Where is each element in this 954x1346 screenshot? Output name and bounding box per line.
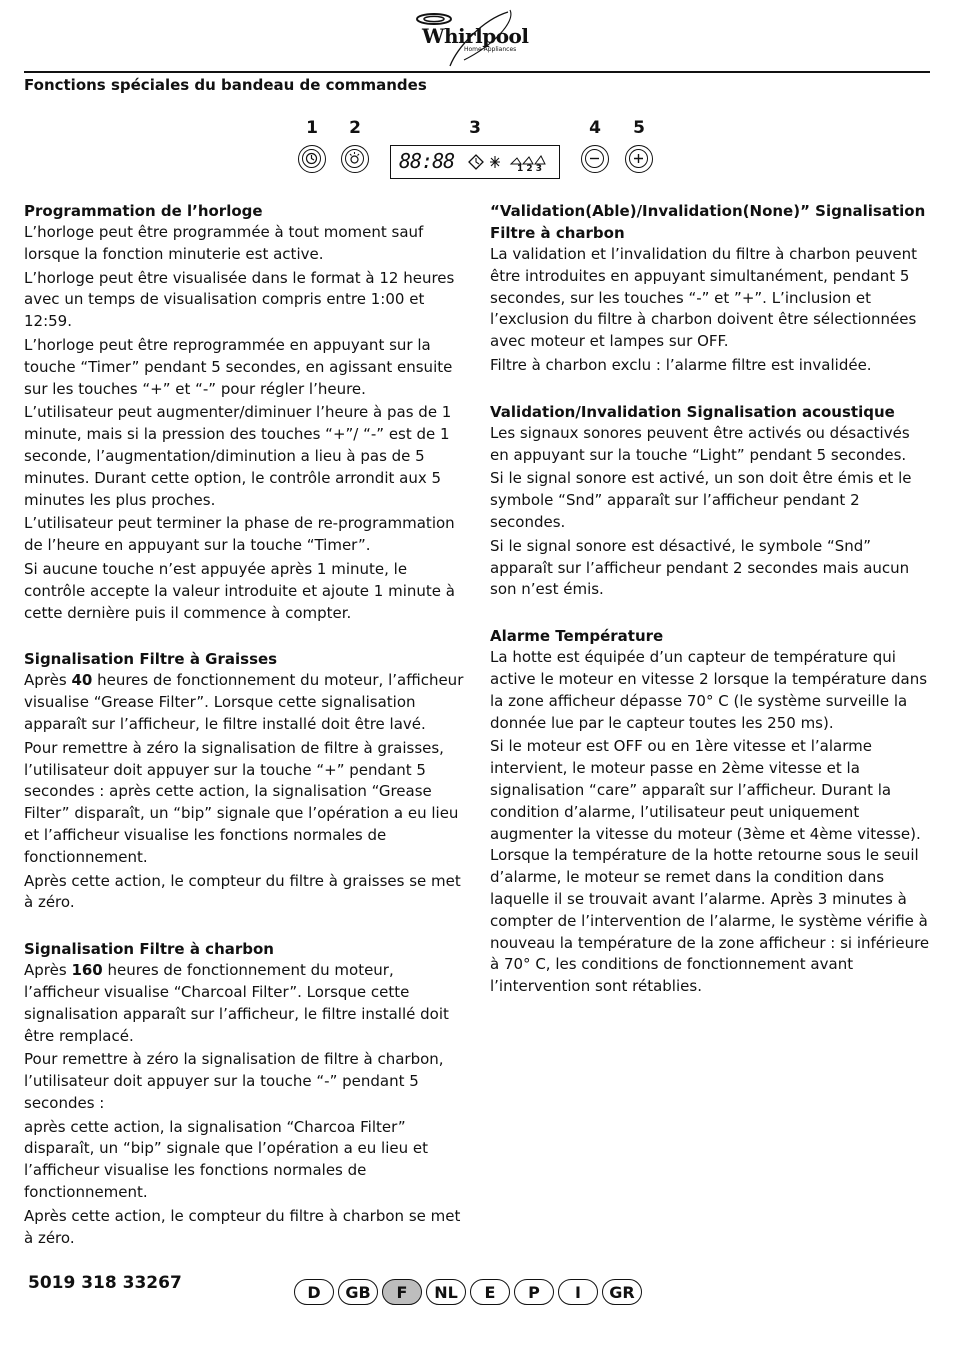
timer-button xyxy=(298,145,326,173)
paragraph: L’utilisateur peut augmenter/diminuer l’heure à pas de 1 minute, mais si la pression des touches “+”/ “-” est de 1 seconde, l’augmentation/diminution a lieu à pas de 5 minutes. Durant cette option, le contrôle arrondit aux 5 minutes les plus proches. xyxy=(24,403,452,509)
lamp-icon xyxy=(345,149,364,168)
paragraph: L’horloge peut être reprogrammée en appuyant sur la touche “Timer” pendant 5 secondes, en agissant ensuite sur les touches “+” et “-” pour régler l’heure. xyxy=(24,335,453,398)
language-badge-e[interactable]: E xyxy=(470,1279,510,1305)
language-badge-f[interactable]: F xyxy=(382,1279,422,1305)
language-badge-d[interactable]: D xyxy=(294,1279,334,1305)
paragraph: La hotte est équipée d’un capteur de température qui active le moteur en vitesse 2 lorsque la température dans la zone afficheur dépasse 70° C (le système surveille la donnée lue par le capteur toutes les 250 ms). xyxy=(490,648,928,732)
panel-number-3: 3 xyxy=(469,118,481,138)
paragraph: Si aucune touche n’est appuyée après 1 minute, le contrôle accepte la valeur introduite et ajoute 1 minute à cette dernière puis il commence à compter. xyxy=(24,559,455,622)
lcd-display xyxy=(390,145,560,179)
paragraph: Pour remettre à zéro la signalisation de filtre à graisses, l’utilisateur doit appuyer sur la touche “+” pendant 5 secondes : après cette action, la signalisation “Grease Filter” disparaît, un “bip” signale que l’opération a eu lieu et l’afficheur visualise les fonctions normales de fonctionnement. xyxy=(24,738,459,866)
display-digits: 88:88 xyxy=(399,149,455,173)
hours-value: 160 xyxy=(71,961,103,980)
paragraph: L’utilisateur peut terminer la phase de re-programmation de l’heure en appuyant sur la touche “Timer”. xyxy=(24,514,455,555)
charcoal-filter-heading: Signalisation Filtre à charbon xyxy=(24,940,274,959)
control-panel-diagram xyxy=(290,118,670,190)
plus-button xyxy=(625,145,653,173)
clock-programming-heading: Programmation de l’horloge xyxy=(24,202,263,220)
paragraph: Après cette action, le compteur du filtre à charbon se met à zéro. xyxy=(24,1206,461,1247)
paragraph: La validation et l’invalidation du filtre à charbon peuvent être introduites en appuyant simultanément, pendant 5 secondes, sur les touches “-” et ”+”. L’inclusion et l’exclusion du filtre à charbon doivent être sélectionnées avec moteur et lampes sur OFF. xyxy=(490,245,917,351)
paragraph: Si le moteur est OFF ou en 1ère vitesse et l’alarme intervient, le moteur passe en 2ème vitesse et la signalisation “care” apparaît sur l’afficheur. Durant la condition d’alarme, l’utilisateur peut uniquement augmenter la vitesse du moteur (3ème et 4ème vitesse). Lorsque la température de la hotte retourne sous le seuil d’alarme, le moteur se remet dans la condition dans laquelle il se trouvait avant l’alarme. Après 3 minutes à compter de l’intervention de l’alarme, le système vérifie à nouveau la température de la zone afficheur : si inférieure à 70° C, les conditions de fonctionnement avant l’intervention sont rétablies. xyxy=(490,737,930,996)
paragraph: L’horloge peut être visualisée dans le format à 12 heures avec un temps de visualisation compris entre 1:00 et 12:59. xyxy=(24,268,455,331)
light-button xyxy=(341,145,369,173)
language-badge-p[interactable]: P xyxy=(514,1279,554,1305)
paragraph: Si le signal sonore est désactivé, le symbole “Snd” apparaît sur l’afficheur pendant 2 secondes mais aucun son n’est émis. xyxy=(490,536,910,599)
panel-number-1: 1 xyxy=(306,118,318,138)
paragraph: Pour remettre à zéro la signalisation de filtre à charbon, l’utilisateur doit appuyer sur la touche “-” pendant 5 secondes : xyxy=(24,1050,444,1112)
grease-filter-heading: Signalisation Filtre à Graisses xyxy=(24,650,278,669)
text-run: heures de fonctionnement du moteur, l’afficheur visualise “Charcoal Filter”. Lorsque cette signalisation apparaît sur l’afficheur, le filtre installé doit être remplacé. xyxy=(24,961,449,1045)
language-badge-gr[interactable]: GR xyxy=(602,1279,642,1305)
text-run: Après xyxy=(24,671,72,690)
hood-filter-icon xyxy=(511,156,545,164)
paragraph: Si le signal sonore est activé, un son doit être émis et le symbole “Snd” apparaît sur l’afficheur pendant 2 secondes. xyxy=(490,469,912,531)
document-code: 5019 318 33267 xyxy=(28,1273,182,1293)
timer-symbol-icon xyxy=(469,155,483,169)
brand-name: Whirlpool xyxy=(422,24,529,48)
plus-icon xyxy=(629,149,648,168)
panel-number-4: 4 xyxy=(589,118,601,138)
language-selector xyxy=(294,1279,642,1305)
paragraph: L’horloge peut être programmée à tout moment sauf lorsque la fonction minuterie est active. xyxy=(24,223,424,263)
page-title: Fonctions spéciales du bandeau de commandes xyxy=(24,76,427,94)
paragraph: Après cette action, le compteur du filtre à graisses se met à zéro. xyxy=(24,871,461,912)
acoustic-signal-heading: Validation/Invalidation Signalisation acoustique xyxy=(490,402,895,421)
paragraph: Les signaux sonores peuvent être activés ou désactivés en appuyant sur la touche “Light” pendant 5 secondes. xyxy=(490,423,910,464)
language-badge-gb[interactable]: GB xyxy=(338,1279,378,1305)
minus-icon xyxy=(585,149,604,168)
panel-number-5: 5 xyxy=(633,118,645,138)
right-column xyxy=(490,200,932,1000)
paragraph: après cette action, la signalisation “Charcoa Filter” disparaît, un “bip” signale que l’opération a eu lieu et l’afficheur visualise les fonctions normales de fonctionnement. xyxy=(24,1117,428,1202)
brand-subtitle: Home Appliances xyxy=(464,46,517,53)
panel-number-2: 2 xyxy=(349,118,361,138)
clock-icon xyxy=(302,149,321,168)
paragraph: Filtre à charbon exclu : l’alarme filtre est invalidée. xyxy=(490,355,872,374)
minus-button xyxy=(581,145,609,173)
language-badge-i[interactable]: I xyxy=(558,1279,598,1305)
text-run: heures de fonctionnement du moteur, l’afficheur visualise “Grease Filter”. Lorsque cette signalisation apparaît sur l’afficheur, le filtre installé doit être lavé. xyxy=(24,671,464,733)
display-speed-numbers: 1 2 3 xyxy=(517,164,543,174)
left-column xyxy=(24,200,464,1251)
hours-value: 40 xyxy=(71,671,93,690)
whirlpool-logo xyxy=(412,8,530,70)
header-rule xyxy=(24,71,930,73)
charcoal-validation-heading: “Validation(Able)/Invalidation(None)” Signalisation Filtre à charbon xyxy=(490,202,926,242)
text-run: Après xyxy=(24,961,72,980)
temperature-alarm-heading: Alarme Température xyxy=(490,627,664,646)
paragraph xyxy=(24,670,464,735)
language-badge-nl[interactable]: NL xyxy=(426,1279,466,1305)
light-symbol-icon xyxy=(490,156,500,168)
paragraph xyxy=(24,960,464,1047)
